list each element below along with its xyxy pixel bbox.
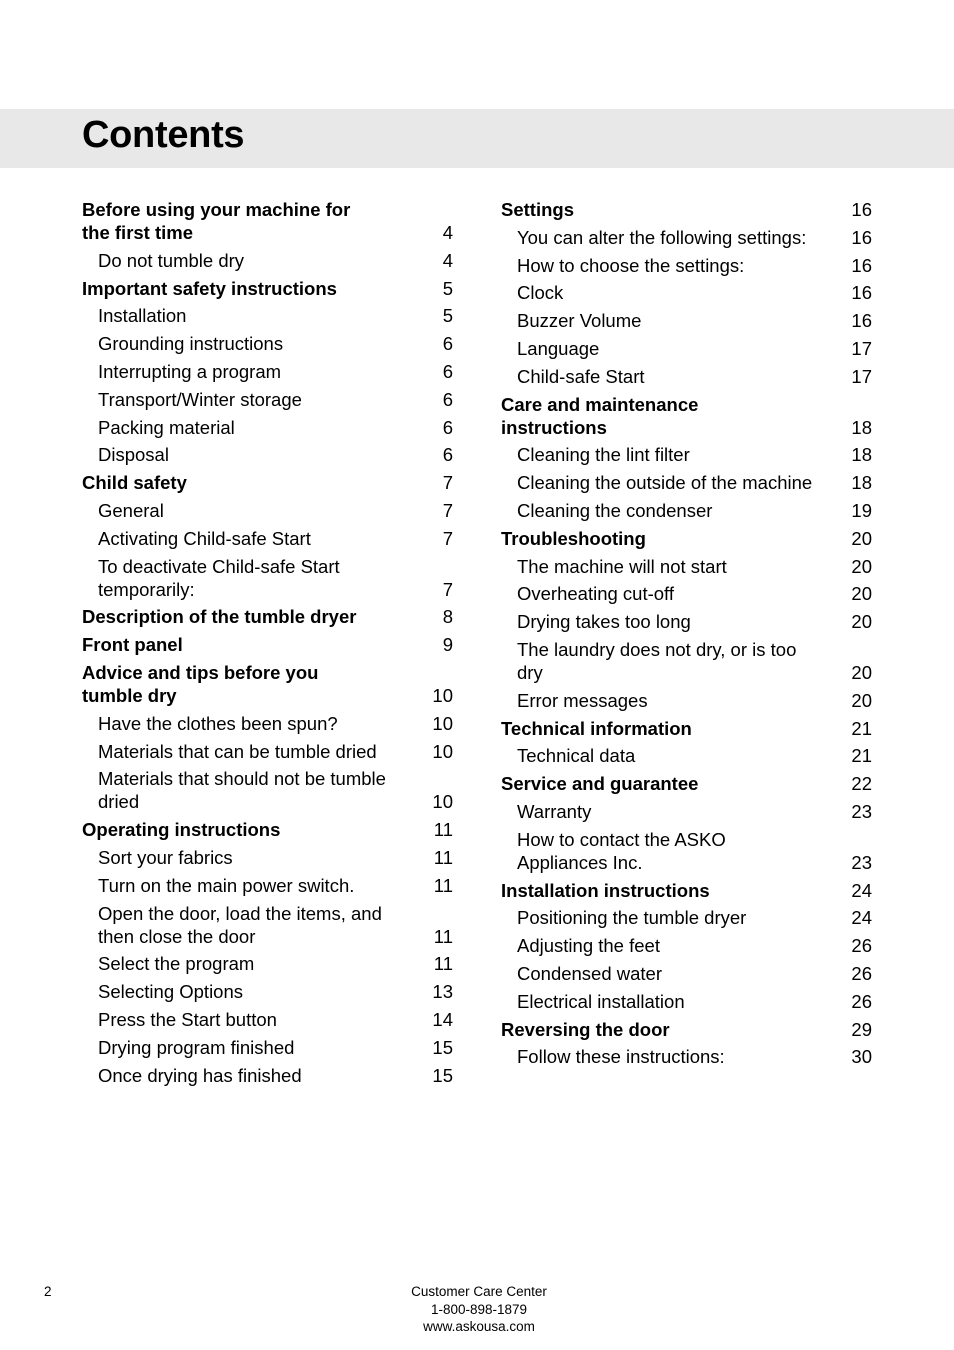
toc-entry-label: Troubleshooting	[501, 527, 646, 549]
toc-section-entry[interactable]	[501, 717, 872, 740]
toc-subsection-entry[interactable]	[82, 874, 453, 897]
toc-subsection-entry[interactable]	[82, 416, 453, 439]
toc-section-entry[interactable]	[501, 879, 872, 902]
toc-subsection-entry[interactable]	[82, 555, 453, 601]
toc-page-number: 6	[442, 416, 453, 438]
toc-subsection-entry[interactable]	[82, 846, 453, 869]
toc-section-entry[interactable]	[82, 471, 453, 494]
toc-entry-label: How to choose the settings:	[517, 254, 745, 276]
toc-page-number: 22	[851, 773, 872, 795]
toc-page-number: 24	[851, 879, 872, 901]
toc-entry-label: Child safety	[82, 472, 187, 494]
footer-contact	[379, 1283, 579, 1336]
toc-subsection-entry[interactable]	[501, 471, 872, 494]
toc-subsection-entry[interactable]	[82, 767, 453, 813]
toc-page-number: 24	[851, 907, 872, 929]
toc-subsection-entry[interactable]	[501, 226, 872, 249]
toc-entry-label: General	[98, 499, 164, 521]
toc-page-number: 16	[851, 226, 872, 248]
toc-page-number: 20	[851, 527, 872, 549]
toc-entry-label: Reversing the door	[501, 1018, 670, 1040]
toc-page-number: 11	[433, 953, 453, 975]
toc-page-number: 5	[442, 277, 453, 299]
toc-page-number: 18	[851, 444, 872, 466]
toc-subsection-entry[interactable]	[82, 902, 453, 948]
toc-subsection-entry[interactable]	[82, 740, 453, 763]
toc-entry-label: Error messages	[517, 689, 648, 711]
toc-subsection-entry[interactable]	[501, 906, 872, 929]
toc-entry-label: Cleaning the condenser	[517, 499, 713, 521]
toc-subsection-entry[interactable]	[82, 249, 453, 272]
toc-page-number: 18	[851, 472, 872, 494]
toc-entry-label: Language	[517, 337, 600, 359]
toc-entry-label: Sort your fabrics	[98, 846, 233, 868]
toc-entry-label: Interrupting a program	[98, 360, 282, 382]
toc-entry-label: Cleaning the outside of the machine	[517, 472, 813, 494]
toc-entry-label: Turn on the main power switch.	[98, 874, 355, 896]
toc-subsection-entry[interactable]	[82, 980, 453, 1003]
toc-subsection-entry[interactable]	[501, 962, 872, 985]
toc-page-number: 23	[851, 800, 872, 822]
toc-page-number: 21	[851, 745, 872, 767]
toc-page-number: 7	[442, 578, 453, 600]
toc-page-number: 15	[432, 1064, 453, 1086]
toc-entry-label: How to contact the ASKO Appliances Inc.	[517, 828, 726, 873]
toc-page-number: 10	[432, 712, 453, 734]
toc-entry-label: Have the clothes been spun?	[98, 712, 338, 734]
toc-entry-label: Warranty	[517, 800, 592, 822]
toc-page-number: 30	[851, 1046, 872, 1068]
toc-page-number: 23	[851, 851, 872, 873]
toc-entry-label: Activating Child-safe Start	[98, 527, 311, 549]
toc-entry-label: Drying takes too long	[517, 611, 691, 633]
toc-entry-label: Condensed water	[517, 962, 663, 984]
toc-subsection-entry[interactable]	[501, 689, 872, 712]
toc-entry-label: Installation instructions	[501, 879, 710, 901]
toc-section-entry[interactable]	[82, 605, 453, 628]
toc-subsection-entry[interactable]	[501, 934, 872, 957]
toc-entry-label: The machine will not start	[517, 555, 727, 577]
toc-page-number: 16	[851, 310, 872, 332]
footer-page-number: 2	[44, 1284, 52, 1299]
toc-entry-label: Before using your machine for the first time	[82, 199, 351, 243]
toc-entry-label: Select the program	[98, 953, 255, 975]
toc-subsection-entry[interactable]	[501, 309, 872, 332]
toc-page-number: 17	[851, 337, 872, 359]
toc-page-number: 16	[851, 254, 872, 276]
toc-entry-label: Service and guarantee	[501, 773, 699, 795]
toc-page-number: 8	[442, 606, 453, 628]
toc-entry-label: Operating instructions	[82, 819, 281, 841]
toc-page-number: 10	[432, 740, 453, 762]
toc-entry-label: Materials that should not be tumble dried	[98, 768, 386, 813]
toc-page-number: 18	[851, 416, 872, 438]
toc-subsection-entry[interactable]	[501, 990, 872, 1013]
toc-page-number: 10	[432, 791, 453, 813]
toc-subsection-entry[interactable]	[82, 1008, 453, 1031]
toc-page-number: 26	[851, 962, 872, 984]
toc-page-number: 11	[433, 925, 453, 947]
toc-entry-label: Follow these instructions:	[517, 1046, 725, 1068]
toc-subsection-entry[interactable]	[501, 744, 872, 767]
toc-page-number: 11	[433, 846, 453, 868]
toc-page-number: 16	[851, 199, 872, 220]
toc-section-entry[interactable]	[82, 198, 453, 244]
toc-subsection-entry[interactable]	[82, 1036, 453, 1059]
toc-page-number: 11	[433, 874, 453, 896]
toc-page-number: 13	[432, 981, 453, 1003]
toc-page-number: 9	[442, 634, 453, 656]
toc-subsection-entry[interactable]	[82, 360, 453, 383]
toc-entry-label: Description of the tumble dryer	[82, 606, 357, 628]
toc-page-number: 6	[442, 333, 453, 355]
toc-entry-label: Front panel	[82, 634, 183, 656]
toc-entry-label: Press the Start button	[98, 1008, 277, 1030]
toc-entry-label: Drying program finished	[98, 1036, 295, 1058]
toc-page-number: 15	[432, 1036, 453, 1058]
footer-phone: 1-800-898-1879	[430, 1301, 528, 1317]
toc-page-number: 6	[442, 360, 453, 382]
toc-entry-label: Important safety instructions	[82, 277, 337, 299]
toc-page-number: 11	[433, 819, 453, 841]
toc-page-number: 4	[442, 222, 453, 243]
toc-page-number: 19	[851, 499, 872, 521]
toc-page-number: 20	[851, 611, 872, 633]
toc-left-column	[82, 198, 453, 1091]
toc-page-number: 17	[851, 365, 872, 387]
toc-page-number: 14	[432, 1008, 453, 1030]
toc-page-number: 20	[851, 583, 872, 605]
toc-section-entry[interactable]	[82, 818, 453, 841]
toc-page-number: 20	[851, 689, 872, 711]
toc-page-number: 21	[851, 717, 872, 739]
toc-entry-label: Care and maintenance instructions	[501, 393, 699, 438]
toc-entry-label: Do not tumble dry	[98, 249, 245, 271]
toc-section-entry[interactable]	[82, 661, 453, 707]
toc-page-number: 20	[851, 661, 872, 683]
toc-section-entry[interactable]	[501, 198, 872, 221]
toc-subsection-entry[interactable]	[501, 443, 872, 466]
toc-entry-label: Selecting Options	[98, 981, 244, 1003]
toc-entry-label: Packing material	[98, 416, 235, 438]
page-title: Contents	[82, 114, 245, 156]
toc-subsection-entry[interactable]	[82, 527, 453, 550]
toc-page-number: 7	[442, 472, 453, 494]
toc-subsection-entry[interactable]	[501, 1045, 872, 1068]
toc-section-entry[interactable]	[501, 527, 872, 550]
toc-entry-label: Child-safe Start	[517, 365, 645, 387]
toc-page-number: 29	[851, 1018, 872, 1040]
toc-entry-label: Technical data	[517, 745, 636, 767]
toc-right-column	[501, 198, 872, 1073]
toc-subsection-entry[interactable]	[501, 281, 872, 304]
toc-subsection-entry[interactable]	[501, 828, 872, 874]
toc-page-number: 26	[851, 990, 872, 1012]
toc-entry-label: You can alter the following settings:	[517, 226, 807, 248]
toc-subsection-entry[interactable]	[501, 582, 872, 605]
toc-subsection-entry[interactable]	[501, 254, 872, 277]
toc-entry-label: To deactivate Child-safe Start temporarily:	[98, 555, 340, 600]
toc-subsection-entry[interactable]	[82, 443, 453, 466]
toc-page-number: 10	[432, 684, 453, 706]
toc-subsection-entry[interactable]	[82, 332, 453, 355]
toc-entry-label: Settings	[501, 199, 574, 220]
toc-entry-label: Positioning the tumble dryer	[517, 907, 747, 929]
toc-subsection-entry[interactable]	[501, 365, 872, 388]
toc-page-number: 7	[442, 499, 453, 521]
toc-section-entry[interactable]	[501, 393, 872, 439]
toc-entry-label: Advice and tips before you tumble dry	[82, 661, 319, 706]
toc-page-number: 6	[442, 444, 453, 466]
toc-entry-label: Cleaning the lint filter	[517, 444, 690, 466]
toc-page-number: 6	[442, 388, 453, 410]
toc-section-entry[interactable]	[82, 633, 453, 656]
toc-entry-label: The laundry does not dry, or is too dry	[517, 638, 797, 683]
toc-page-number: 5	[442, 305, 453, 327]
toc-subsection-entry[interactable]	[82, 499, 453, 522]
toc-subsection-entry[interactable]	[82, 712, 453, 735]
toc-page-number: 7	[442, 527, 453, 549]
toc-page-number: 16	[851, 282, 872, 304]
toc-entry-label: Grounding instructions	[98, 333, 284, 355]
toc-entry-label: Open the door, load the items, and then close the door	[98, 902, 382, 947]
toc-page-number: 26	[851, 935, 872, 957]
toc-subsection-entry[interactable]	[82, 388, 453, 411]
toc-subsection-entry[interactable]	[82, 1064, 453, 1087]
toc-entry-label: Disposal	[98, 444, 169, 466]
toc-subsection-entry[interactable]	[501, 610, 872, 633]
toc-entry-label: Technical information	[501, 717, 692, 739]
toc-section-entry[interactable]	[501, 1018, 872, 1041]
toc-entry-label: Materials that can be tumble dried	[98, 740, 377, 762]
toc-section-entry[interactable]	[82, 277, 453, 300]
toc-page-number: 20	[851, 555, 872, 577]
toc-subsection-entry[interactable]	[501, 499, 872, 522]
toc-page-number: 4	[442, 249, 453, 271]
toc-entry-label: Adjusting the feet	[517, 935, 660, 957]
toc-entry-label: Overheating cut-off	[517, 583, 674, 605]
toc-subsection-entry[interactable]	[501, 800, 872, 823]
toc-entry-label: Buzzer Volume	[517, 310, 642, 332]
toc-entry-label: Transport/Winter storage	[98, 388, 302, 410]
toc-subsection-entry[interactable]	[501, 638, 872, 684]
footer-website[interactable]: www.askousa.com	[423, 1319, 535, 1334]
toc-section-entry[interactable]	[501, 772, 872, 795]
toc-subsection-entry[interactable]	[501, 555, 872, 578]
toc-entry-label: Once drying has finished	[98, 1064, 302, 1086]
toc-subsection-entry[interactable]	[501, 337, 872, 360]
footer-contact-title: Customer Care Center	[411, 1284, 547, 1299]
toc-entry-label: Clock	[517, 282, 564, 304]
toc-entry-label: Installation	[98, 305, 187, 327]
toc-entry-label: Electrical installation	[517, 990, 685, 1012]
toc-subsection-entry[interactable]	[82, 952, 453, 975]
toc-subsection-entry[interactable]	[82, 304, 453, 327]
